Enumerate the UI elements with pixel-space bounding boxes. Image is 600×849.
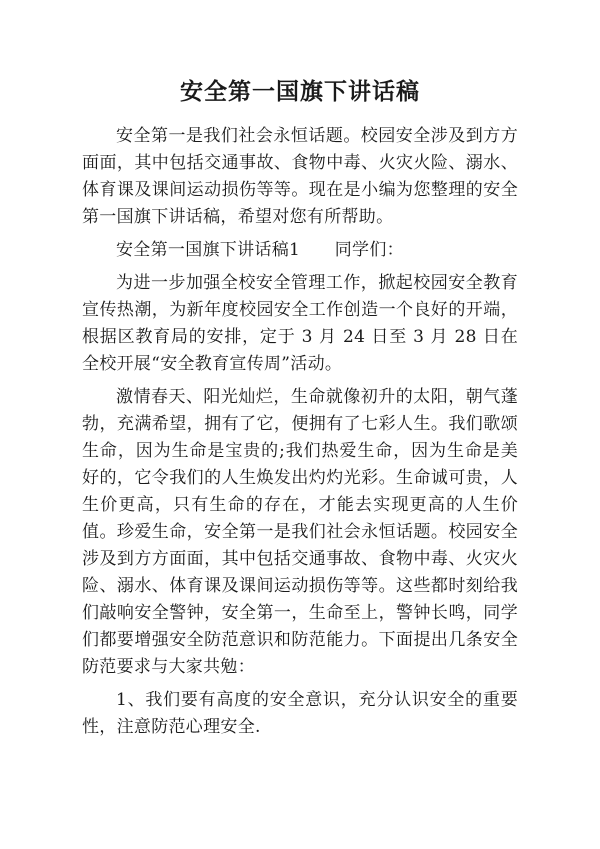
speech-heading-paragraph: 安全第一国旗下讲话稿1 同学们： xyxy=(116,240,404,260)
document-title: 安全第一国旗下讲话稿 xyxy=(180,78,420,105)
body-paragraph-2: 激情春天、阳光灿烂，生命就像初升的太阳，朝气蓬勃，充满希望，拥有了它，便拥有了七彩人生。我们歌颂生命，因为生命是宝贵的;我们热爱生命，因为生命是美好的，它令我们的人生焕发出灼灼光彩。生命诚可贵，人生价更高，只有生命的存在，才能去实现更高的人生价值。珍爱生命，安全第一是我们社会永恒话题。校园安全涉及到方方面面，其中包括交通事故、食物中毒、火灾火险、溺水、体育课及课间运动损伤等等。这些都时刻给我们敲响安全警钟，安全第一，生命至上，警钟长鸣，同学们都要增强安全防范意识和防范能力。下面提出几条安全防范要求与大家共勉： xyxy=(82,387,518,677)
intro-paragraph: 安全第一是我们社会永恒话题。校园安全涉及到方方面面，其中包括交通事故、食物中毒、火灾火险、溺水、体育课及课间运动损伤等等。现在是小编为您整理的安全第一国旗下讲话稿，希望对您有所帮助。 xyxy=(82,126,518,227)
body-paragraph-3: 1、我们要有高度的安全意识，充分认识安全的重要性，注意防范心理安全. xyxy=(82,690,518,737)
body-paragraph-1: 为进一步加强全校安全管理工作，掀起校园安全教育宣传热潮，为新年度校园安全工作创造一个良好的开端，根据区教育局的安排，定于 3 月 24 日至 3 月 28 日在全校开展“安全教育宣传周”活动。 xyxy=(82,273,518,374)
